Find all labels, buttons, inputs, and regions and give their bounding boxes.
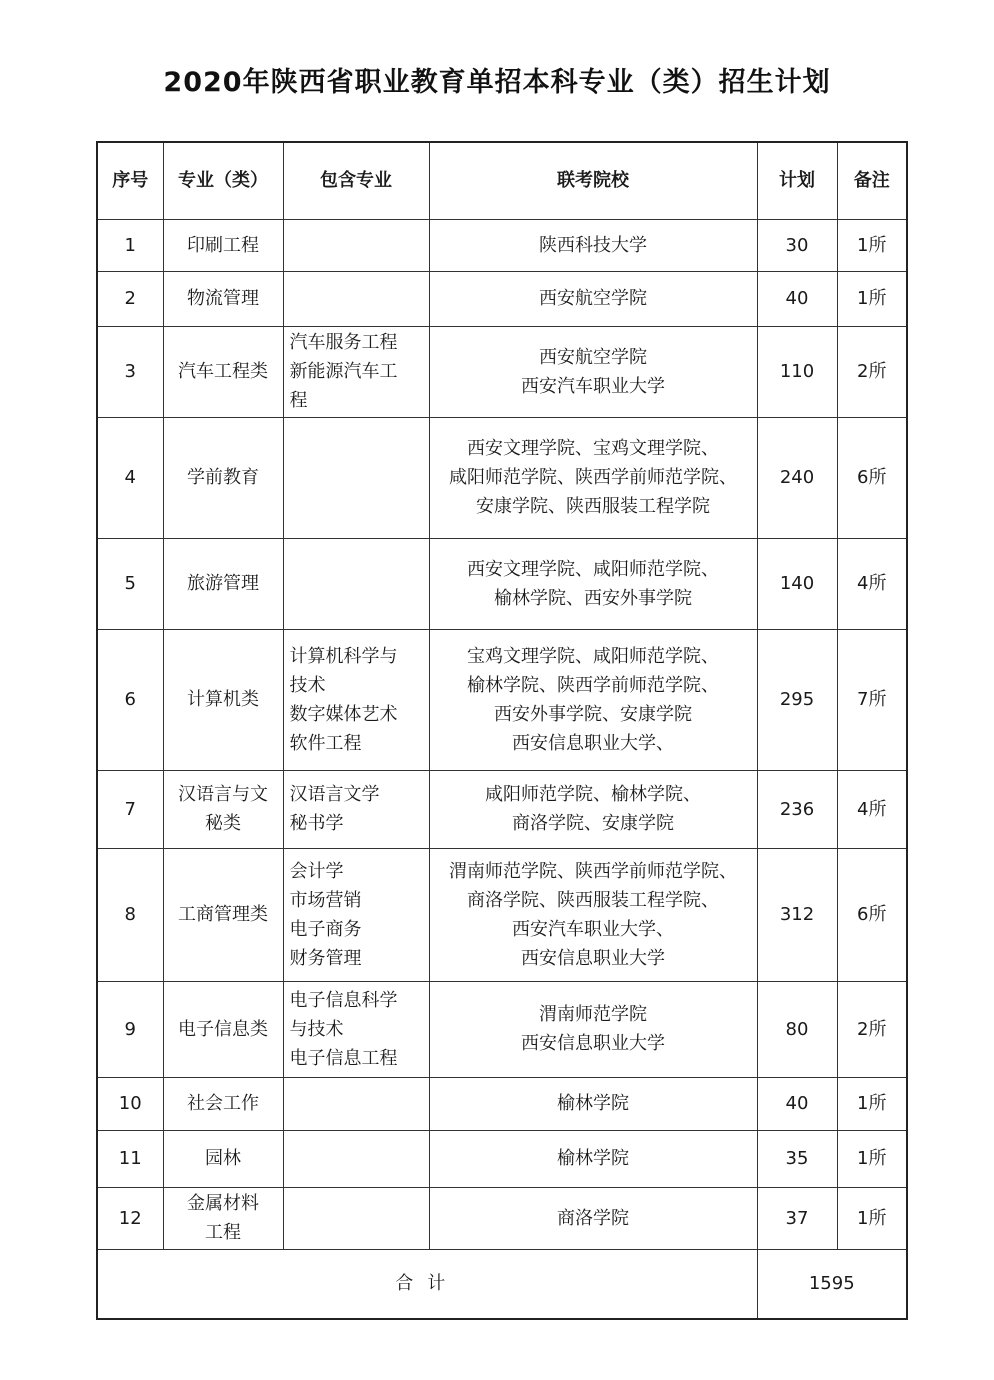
page-title: 2020年陕西省职业教育单招本科专业（类）招生计划: [163, 67, 831, 98]
cell-major-line: 汉语言与文: [178, 784, 268, 805]
cell-major-line: 计算机类: [187, 689, 259, 710]
cell-major-line: 工程: [205, 1222, 241, 1243]
cell-major: [163, 326, 283, 417]
cell-major: [163, 770, 283, 848]
cell-plan: 30: [757, 219, 837, 271]
cell-schools-line: 榆林学院: [557, 1093, 629, 1114]
cell-included: [283, 219, 429, 271]
cell-seq: 4: [97, 417, 163, 538]
cell-included-line: 新能源汽车工: [289, 361, 398, 382]
header-seq: 序号: [97, 142, 163, 219]
cell-included-line: 与技术: [289, 1018, 344, 1040]
table-header-row: [97, 142, 907, 219]
cell-major-line: 学前教育: [187, 467, 259, 488]
cell-included-line: 计算机科学与: [289, 645, 398, 667]
total-value: 1595: [757, 1249, 907, 1319]
cell-seq: 9: [97, 981, 163, 1077]
cell-major: [163, 1077, 283, 1130]
table-row: [97, 538, 907, 629]
cell-note: 1所: [837, 1130, 907, 1187]
cell-included-line: 汉语言文学: [289, 784, 380, 805]
cell-schools-line: 榆林学院、陕西学前师范学院、: [467, 674, 719, 696]
cell-note: 1所: [837, 1187, 907, 1249]
cell-schools: [429, 538, 757, 629]
cell-plan: 295: [757, 629, 837, 770]
cell-seq: 12: [97, 1187, 163, 1249]
cell-major: [163, 219, 283, 271]
table-body: [97, 219, 907, 1249]
cell-schools: [429, 326, 757, 417]
cell-schools: [429, 417, 757, 538]
cell-schools-line: 榆林学院、西安外事学院: [494, 587, 692, 609]
cell-plan: 312: [757, 848, 837, 981]
cell-schools-line: 西安外事学院、安康学院: [494, 703, 692, 725]
cell-schools: [429, 219, 757, 271]
cell-schools-line: 西安航空学院: [539, 346, 647, 368]
cell-plan: 80: [757, 981, 837, 1077]
cell-major: [163, 1187, 283, 1249]
cell-included-line: 市场营销: [289, 889, 362, 911]
cell-included: [283, 848, 429, 981]
cell-included-line: 会计学: [289, 860, 344, 882]
cell-note: 4所: [837, 538, 907, 629]
cell-included: [283, 770, 429, 848]
cell-schools-line: 宝鸡文理学院、咸阳师范学院、: [467, 645, 719, 667]
cell-included: [283, 326, 429, 417]
cell-seq: 7: [97, 770, 163, 848]
cell-plan: 240: [757, 417, 837, 538]
cell-included: [283, 981, 429, 1077]
cell-included-line: 汽车服务工程: [289, 332, 398, 353]
cell-included: [283, 1077, 429, 1130]
cell-schools-line: 西安信息职业大学、: [512, 732, 674, 754]
cell-note: 1所: [837, 1077, 907, 1130]
header-note: 备注: [837, 142, 907, 219]
cell-included-line: 技术: [289, 674, 326, 696]
cell-included-line: 数字媒体艺术: [289, 703, 398, 725]
cell-major: [163, 981, 283, 1077]
cell-note: 1所: [837, 219, 907, 271]
cell-schools: [429, 629, 757, 770]
cell-schools: [429, 848, 757, 981]
cell-seq: 5: [97, 538, 163, 629]
cell-note: 2所: [837, 326, 907, 417]
cell-plan: 236: [757, 770, 837, 848]
cell-major: [163, 1130, 283, 1187]
cell-major: [163, 629, 283, 770]
cell-seq: 10: [97, 1077, 163, 1130]
cell-note: 2所: [837, 981, 907, 1077]
cell-schools-line: 陕西科技大学: [539, 234, 647, 256]
cell-note: 6所: [837, 417, 907, 538]
cell-schools-line: 渭南师范学院、陕西学前师范学院、: [449, 860, 737, 882]
cell-major-line: 金属材料: [187, 1193, 259, 1214]
cell-included: [283, 417, 429, 538]
cell-major-line: 社会工作: [187, 1093, 259, 1114]
cell-major-line: 电子信息类: [178, 1018, 268, 1040]
cell-seq: 8: [97, 848, 163, 981]
cell-schools-line: 安康学院、陕西服装工程学院: [476, 496, 710, 517]
cell-schools-line: 商洛学院: [557, 1207, 629, 1229]
cell-major-line: 园林: [205, 1148, 241, 1169]
total-label: 合计: [97, 1249, 757, 1319]
cell-schools-line: 西安汽车职业大学: [521, 375, 665, 397]
cell-schools: [429, 770, 757, 848]
cell-plan: 37: [757, 1187, 837, 1249]
cell-plan: 40: [757, 271, 837, 326]
cell-note: 1所: [837, 271, 907, 326]
cell-seq: 2: [97, 271, 163, 326]
cell-schools-line: 西安信息职业大学: [521, 947, 665, 969]
cell-plan: 110: [757, 326, 837, 417]
cell-seq: 6: [97, 629, 163, 770]
cell-plan: 35: [757, 1130, 837, 1187]
cell-seq: 3: [97, 326, 163, 417]
cell-major: [163, 848, 283, 981]
cell-plan: 140: [757, 538, 837, 629]
table-row: [97, 326, 907, 417]
cell-note: 4所: [837, 770, 907, 848]
cell-major: [163, 417, 283, 538]
cell-schools-line: 西安文理学院、咸阳师范学院、: [467, 558, 719, 580]
cell-major-line: 物流管理: [187, 288, 259, 309]
cell-schools: [429, 271, 757, 326]
cell-schools-line: 西安信息职业大学: [521, 1033, 665, 1054]
cell-schools: [429, 1130, 757, 1187]
cell-included: [283, 629, 429, 770]
header-plan: 计划: [757, 142, 837, 219]
cell-major: [163, 271, 283, 326]
cell-major-line: 秘类: [205, 813, 241, 834]
cell-schools-line: 咸阳师范学院、陕西学前师范学院、: [449, 467, 737, 488]
cell-schools: [429, 981, 757, 1077]
cell-included: [283, 1187, 429, 1249]
cell-schools-line: 榆林学院: [557, 1148, 629, 1169]
cell-included-line: 电子信息科学: [289, 989, 398, 1011]
table-row: [97, 1130, 907, 1187]
cell-seq: 11: [97, 1130, 163, 1187]
cell-included: [283, 538, 429, 629]
cell-schools-line: 商洛学院、陕西服装工程学院、: [467, 889, 719, 911]
cell-schools-line: 商洛学院、安康学院: [512, 813, 674, 834]
cell-included: [283, 271, 429, 326]
cell-plan: 40: [757, 1077, 837, 1130]
header-schools: 联考院校: [429, 142, 757, 219]
table-row: [97, 770, 907, 848]
header-major: 专业（类）: [163, 142, 283, 219]
total-row: [97, 1249, 907, 1319]
table-row: [97, 981, 907, 1077]
cell-schools-line: 西安文理学院、宝鸡文理学院、: [467, 438, 719, 459]
table-row: [97, 629, 907, 770]
table-row: [97, 271, 907, 326]
cell-schools: [429, 1077, 757, 1130]
table-row: [97, 1187, 907, 1249]
cell-note: 6所: [837, 848, 907, 981]
cell-included-line: 软件工程: [289, 732, 362, 754]
cell-included-line: 财务管理: [289, 947, 362, 969]
cell-major-line: 旅游管理: [187, 573, 259, 594]
cell-included: [283, 1130, 429, 1187]
cell-included-line: 电子信息工程: [289, 1047, 398, 1069]
cell-seq: 1: [97, 219, 163, 271]
cell-schools-line: 咸阳师范学院、榆林学院、: [485, 784, 701, 805]
cell-schools-line: 渭南师范学院: [539, 1004, 647, 1025]
table-row: [97, 417, 907, 538]
table-row: [97, 1077, 907, 1130]
table-row: [97, 219, 907, 271]
cell-schools-line: 西安航空学院: [539, 288, 647, 309]
cell-included-line: 秘书学: [289, 813, 344, 834]
cell-major-line: 印刷工程: [187, 234, 259, 256]
cell-included-line: 程: [289, 390, 308, 411]
cell-major-line: 汽车工程类: [178, 361, 268, 382]
cell-major: [163, 538, 283, 629]
cell-schools: [429, 1187, 757, 1249]
cell-major-line: 工商管理类: [178, 904, 268, 925]
cell-schools-line: 西安汽车职业大学、: [512, 918, 674, 940]
header-included: 包含专业: [283, 142, 429, 219]
table-row: [97, 848, 907, 981]
enrollment-plan-table: [96, 141, 908, 1320]
cell-note: 7所: [837, 629, 907, 770]
cell-included-line: 电子商务: [289, 918, 362, 940]
